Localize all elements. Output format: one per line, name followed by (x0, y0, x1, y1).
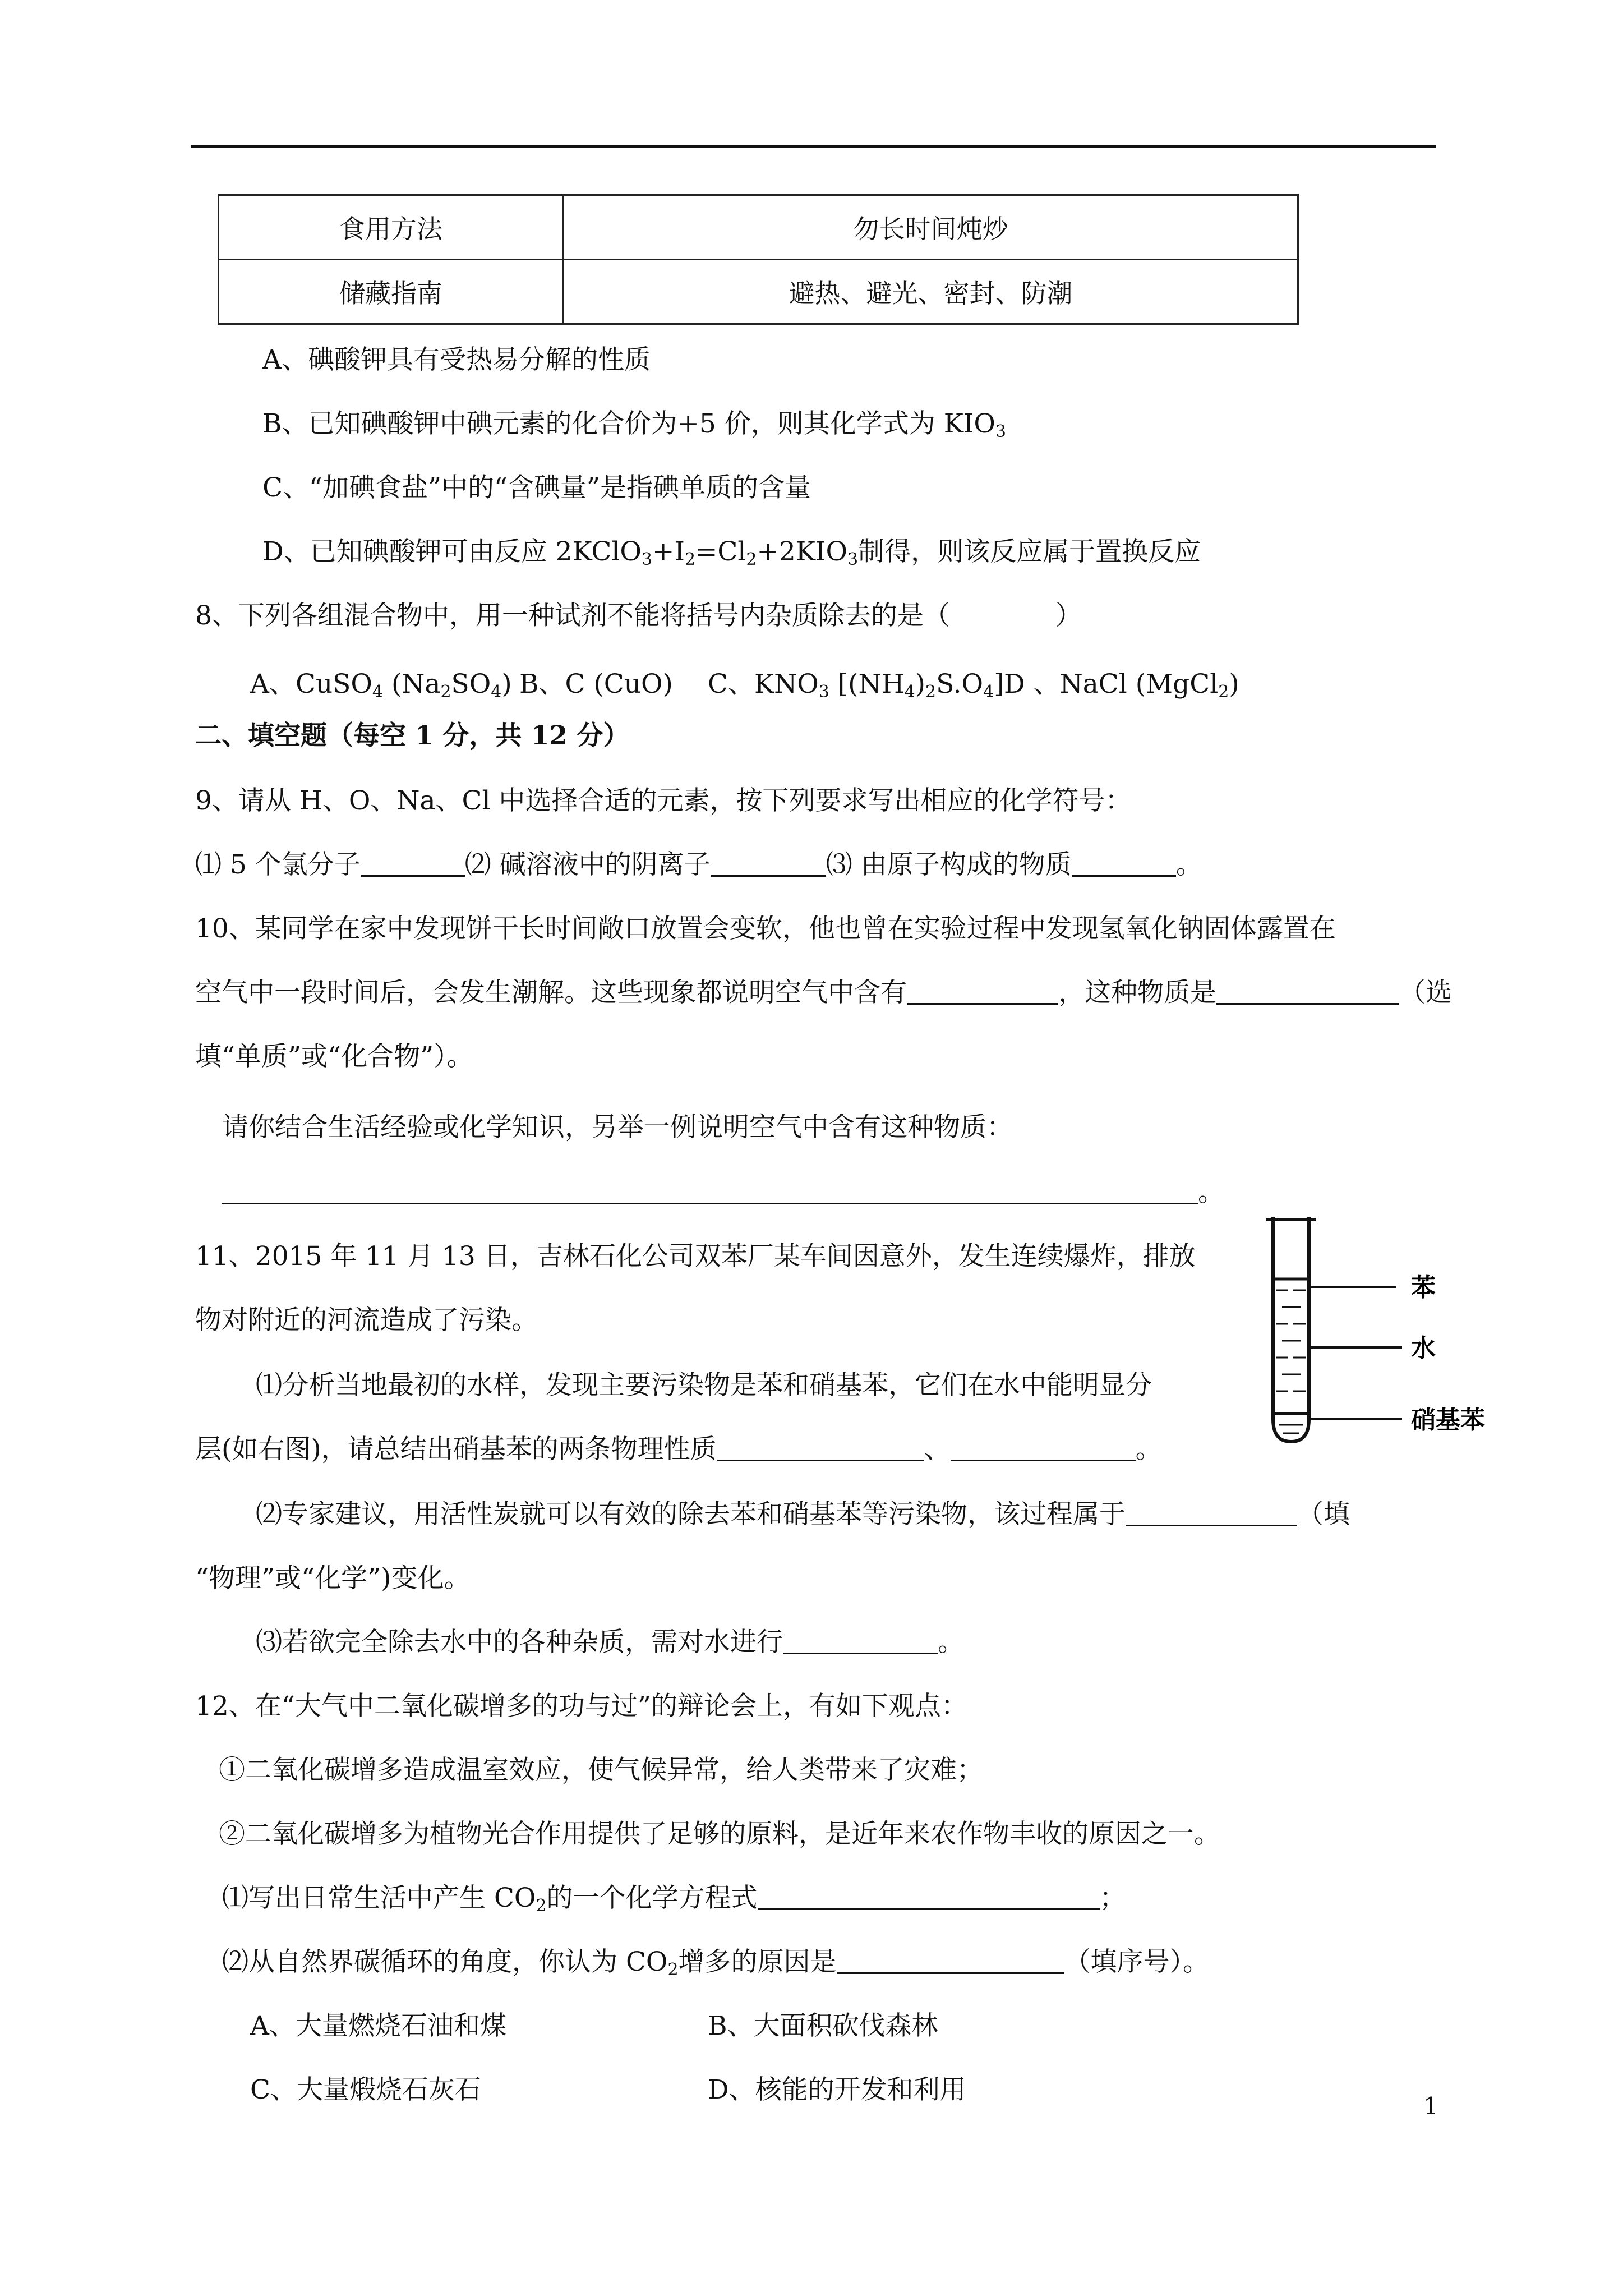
q8-option-a: A、CuSO$_4$ $(Na_2SO_4)$ (250, 669, 512, 702)
q12-view-1: ①二氧化碳增多造成温室效应，使气候异常，给人类带来了灾难； (219, 1755, 983, 1786)
q10-answer-line: 。 (222, 1176, 1224, 1209)
q9-stem: 9、请从 H、O、Na、Cl 中选择合适的元素，按下列要求写出相应的化学符号： (195, 785, 1132, 816)
q7-option-b: B、已知碘酸钾中碘元素的化合价为+5 价，则其化学式为 $KIO_3$ (262, 408, 1007, 441)
q10-line-2: 空气中一段时间后，会发生潮解。这些现象都说明空气中含有 ，这种物质是 （选 (195, 977, 1452, 1008)
q11-line-6: “物理”或“化学”)变化。 (195, 1563, 471, 1594)
table-row (219, 195, 1298, 260)
test-tube-icon (1266, 1217, 1402, 1442)
label-benzene: 苯 (1411, 1273, 1436, 1302)
label-water: 水 (1411, 1334, 1436, 1363)
q9-parts: ⑴ 5 个氯分子 ⑵ 碱溶液中的阴离子 ⑶ 由原子构成的物质 。 (195, 849, 1202, 880)
table-cell-label: 储藏指南 (219, 260, 564, 324)
q11-line-2: 物对附近的河流造成了污染。 (195, 1305, 538, 1336)
test-tube-figure (1251, 1217, 1581, 1453)
q7-option-d: D、已知碘酸钾可由反应 $2KClO_3+I_2=Cl_2+2KIO_3$制得，则该反应属于置换反应 (262, 536, 1201, 569)
table-row (219, 260, 1298, 324)
q8-stem: 8、下列各组混合物中，用一种试剂不能将括号内杂质除去的是（ ） (195, 600, 1082, 631)
q12-option-c: C、大量煅烧石灰石 (250, 2074, 481, 2105)
q12-option-a: A、大量燃烧石油和煤 (250, 2010, 506, 2041)
q10-line-4: 请你结合生活经验或化学知识，另举一例说明空气中含有这种物质： (222, 1112, 1013, 1143)
header-rule (191, 145, 1436, 148)
table-cell-value: 勿长时间炖炒 (564, 195, 1298, 260)
table-cell-value: 避热、避光、密封、防潮 (564, 260, 1298, 324)
q12-part-1: ⑴写出日常生活中产生 $CO_2$的一个化学方程式 ； (222, 1883, 1126, 1916)
q11-line-3: ⑴分析当地最初的水样，发现主要污染物是苯和硝基苯，它们在水中能明显分 (256, 1370, 1152, 1401)
q12-part-2: ⑵从自然界碳循环的角度，你认为 $CO_2$增多的原因是 （填序号）。 (222, 1947, 1210, 1980)
q12-option-b: B、大面积砍伐森林 (708, 2010, 938, 2041)
q11-line-4: 层(如右图)，请总结出硝基苯的两条物理性质 、 。 (195, 1434, 1162, 1465)
q12-view-2: ②二氧化碳增多为植物光合作用提供了足够的原料，是近年来农作物丰收的原因之一。 (219, 1819, 1220, 1849)
q7-option-c: C、“加碘食盐”中的“含碘量”是指碘单质的含量 (262, 472, 811, 503)
q11-line-1: 11、2015 年 11 月 13 日，吉林石化公司双苯厂某车间因意外，发生连续爆炸，排放 (195, 1241, 1196, 1272)
q10-line-3: 填“单质”或“化合物”）。 (195, 1041, 473, 1072)
q12-stem: 12、在“大气中二氧化碳增多的功与过”的辩论会上，有如下观点： (195, 1691, 967, 1722)
info-table (218, 194, 1299, 325)
q12-option-d: D、核能的开发和利用 (708, 2074, 966, 2105)
q11-line-5: ⑵专家建议，用活性炭就可以有效的除去苯和硝基苯等污染物，该过程属于 （填 (256, 1499, 1350, 1530)
q8-option-b: B、C (CuO) (519, 669, 673, 700)
q11-line-7: ⑶若欲完全除去水中的各种杂质，需对水进行 。 (256, 1627, 964, 1658)
q10-line-1: 10、某同学在家中发现饼干长时间敞口放置会变软，他也曾在实验过程中发现氢氧化钠固体露置在 (195, 913, 1336, 944)
q7-option-a: A、碘酸钾具有受热易分解的性质 (262, 344, 651, 375)
label-nitrobenzene: 硝基苯 (1411, 1406, 1485, 1434)
q8-option-c: C、$KNO_3$ $[(NH_4)_2S.O_4]$ (708, 669, 1004, 702)
section-heading: 二、填空题（每空 1 分，共 12 分） (195, 720, 630, 751)
table-cell-label: 食用方法 (219, 195, 564, 260)
q8-option-d: D 、NaCl (MgCl$_2$) (1004, 669, 1239, 702)
page-number: 1 (1423, 2092, 1438, 2120)
